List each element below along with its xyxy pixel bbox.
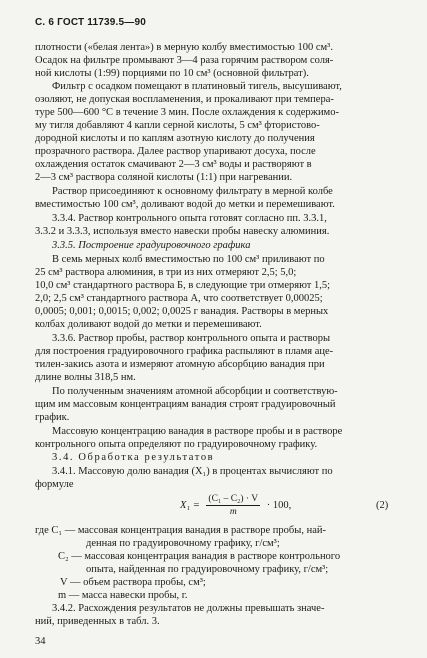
text-line: длине волны 318,5 нм. — [35, 372, 136, 383]
page-header: С. 6 ГОСТ 11739.5—90 — [35, 17, 147, 28]
text-line: му тигля добавляют 4 капли серной кислоты, 5 см³ фтористово- — [35, 120, 320, 131]
text-line: В семь мерных колб вместимостью по 100 см³ приливают по — [52, 254, 325, 265]
formula-denominator: m — [229, 507, 237, 517]
text-line: формуле — [35, 479, 74, 490]
text-line: туре 500—600 °С в течение 3 мин. После охлаждения к содержимо- — [35, 107, 339, 118]
text-line: тилен-закись азота и измеряют атомную абсорбцию ванадия при — [35, 359, 325, 370]
text-line: 10,0 см³ стандартного раствора Б, в следующие три отмеряют 1,5; — [35, 280, 331, 291]
formula-numerator: (C₁ – C₂) · V — [208, 494, 259, 504]
formula-rhs: · 100, — [266, 499, 292, 511]
text-line: ний, приведенных в табл. 3. — [35, 616, 160, 627]
text-line: колбах доливают водой до метки и перемешивают. — [35, 319, 262, 330]
text-line: для построения градуировочного графика распыляют в пламя аце- — [35, 346, 334, 357]
text-line: опыта, найденная по градуировочному графику, г/см³; — [86, 564, 329, 575]
text-line: Фильтр с осадком помещают в платиновый тигель, высушивают, — [52, 81, 342, 92]
text-line: 25 см³ раствора алюминия, в три из них отмеряют 2,5; 5,0; — [35, 267, 297, 278]
text-line: щим им массовым концентрациям ванадия строят градуировочный — [35, 399, 336, 410]
text-line: озоляют, не допуская воспламенения, и прокаливают при темпера- — [35, 94, 334, 105]
equation-number: (2) — [376, 500, 389, 511]
text-line: По полученным значениям атомной абсорбции и соответствую- — [52, 386, 338, 397]
text-line: плотности («белая лента») в мерную колбу вместимостью 100 см³. — [35, 42, 333, 53]
text-line: график. — [35, 412, 70, 423]
text-line: Раствор присоединяют к основному фильтрату в мерной колбе — [52, 186, 333, 197]
text-line: контрольного опыта определяют по градуировочному графику. — [35, 439, 318, 450]
text-line: охлаждения остаток смачивают 2—3 см³ воды и растворяют в — [35, 159, 312, 170]
text-line: Массовую концентрацию ванадия в растворе пробы и в растворе — [52, 426, 343, 437]
text-line: 3.4.1. Массовую долю ванадия (X₁) в процентах вычисляют по — [52, 466, 333, 477]
text-line: 2,0; 2,5 см³ стандартного раствора А, что соответствует 0,00025; — [35, 293, 323, 304]
text-line: 3.3.2 и 3.3.3, используя вместо навески пробы навеску алюминия. — [35, 226, 330, 237]
text-line: ной кислоты (1:99) порциями по 10 см³ (основной фильтрат). — [35, 68, 309, 79]
text-line: 3.3.4. Раствор контрольного опыта готовят согласно пп. 3.3.1, — [52, 213, 327, 224]
section-heading — [52, 452, 214, 464]
text-line: денная по градуировочному графику, г/см³; — [86, 538, 280, 549]
section-heading: 3.3.5. Построение градуировочного графика — [52, 240, 251, 251]
text-line: 0,0005; 0,001; 0,0015; 0,002; 0,0025 г ванадия. Растворы в мерных — [35, 306, 329, 317]
page-number: 34 — [35, 636, 46, 647]
text-line: m — масса навески пробы, г. — [58, 590, 188, 601]
text-line: где C₁ — массовая концентрация ванадия в растворе пробы, най- — [35, 525, 326, 536]
text-line: вместимостью 100 см³, доливают водой до метки и перемешивают. — [35, 199, 335, 210]
text-line: прозрачного раствора. Далее раствор упаривают досуха, после — [35, 146, 316, 157]
text-line: C₂ — массовая концентрация ванадия в растворе контрольного — [58, 551, 341, 562]
text-line: дородной кислоты и по каплям азотную кислоту до получения — [35, 133, 315, 144]
text-line: 3.3.6. Раствор пробы, раствор контрольного опыта и растворы — [52, 333, 331, 344]
section-heading-text: 3.4. Обработка результатов — [52, 452, 215, 463]
text-line: V — объем раствора пробы, см³; — [60, 577, 206, 588]
formula-lhs: X₁ = — [180, 499, 200, 511]
text-line: Осадок на фильтре промывают 3—4 раза горячим раствором соля- — [35, 55, 334, 66]
text-line: 3.4.2. Расхождения результатов не должны превышать значе- — [52, 603, 325, 614]
text-line: 2—3 см³ раствора соляной кислоты (1:1) при нагревании. — [35, 172, 293, 183]
